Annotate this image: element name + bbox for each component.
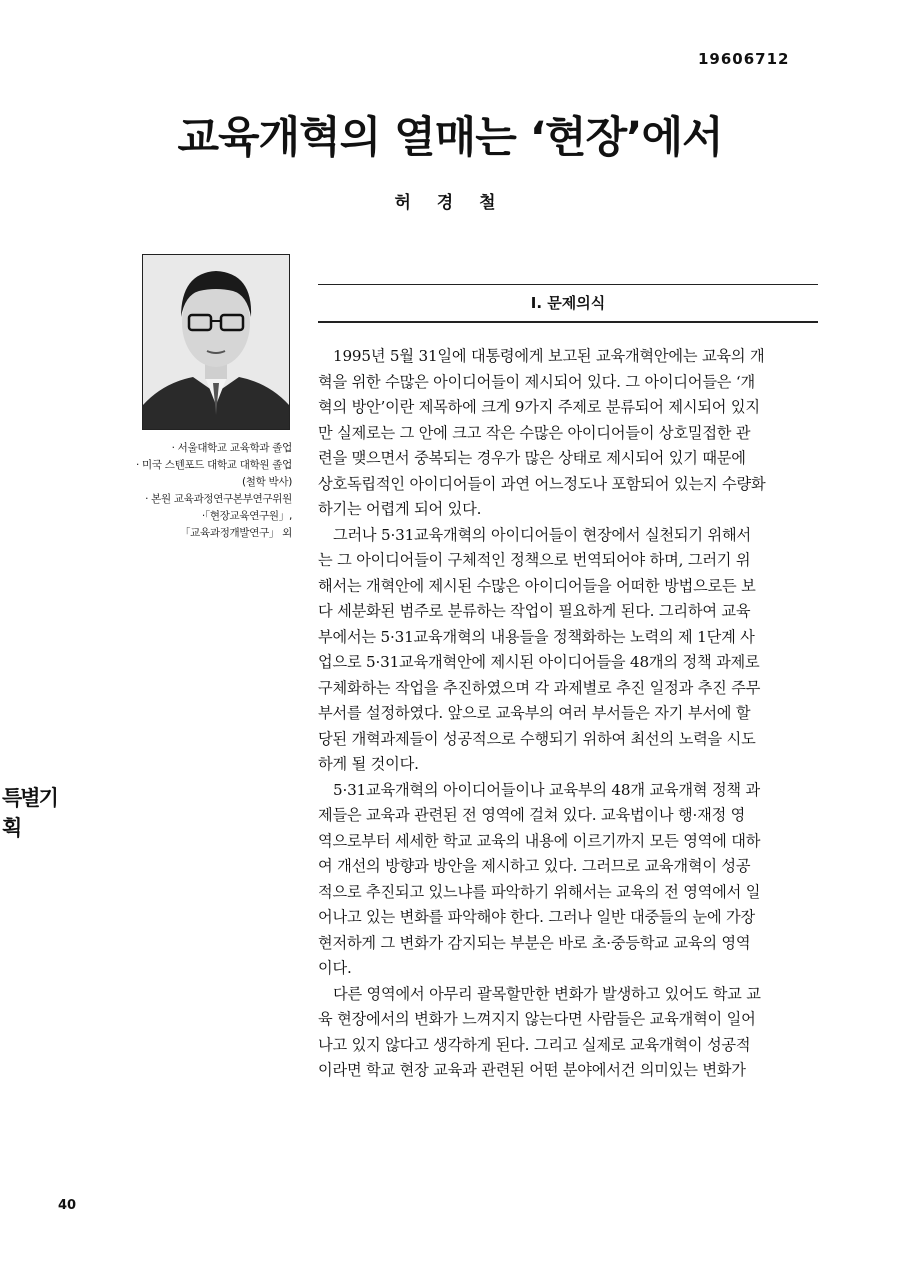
body-line: 육 현장에서의 변화가 느껴지지 않는다면 사람들은 교육개혁이 일어 (318, 1010, 756, 1028)
body-line: 상호독립적인 아이디어들이 과연 어느정도나 포함되어 있는지 수량화 (318, 474, 766, 493)
body-line: 당된 개혁과제들이 성공적으로 수행되기 위하여 최선의 노력을 시도 (318, 729, 756, 748)
body-line: 1995년 5월 31일에 대통령에게 보고된 교육개혁안에는 교육의 개 (318, 347, 765, 365)
body-line: 혁의 방안’이란 제목하에 크게 9가지 주제로 분류되어 제시되어 있지 (318, 398, 760, 416)
side-section-label: 특별기획 (2, 786, 57, 840)
body-line: 다른 영역에서 아무리 괄목할만한 변화가 발생하고 있어도 학교 교 (318, 984, 761, 1003)
bio-line: · 미국 스텐포드 대학교 대학원 졸업 (135, 459, 292, 471)
body-line: 하게 될 것이다. (318, 755, 419, 773)
body-line: 다 세분화된 범주로 분류하는 작업이 필요하게 된다. 그리하여 교육 (318, 602, 751, 620)
section-rule-top (318, 284, 818, 285)
body-line: 5·31교육개혁의 아이디어들이나 교육부의 48개 교육개혁 정책 과 (318, 780, 761, 799)
article-title: 교육개혁의 열매는 ‘현장’에서 (177, 113, 723, 163)
section-heading: Ⅰ. 문제의식 (530, 294, 606, 312)
body-line: 련을 맺으면서 중복되는 경우가 많은 상태로 제시되어 있기 때문에 (318, 449, 746, 467)
body-line: 나고 있지 않다고 생각하게 된다. 그리고 실제로 교육개혁이 성공적 (318, 1035, 751, 1054)
body-line: 이라면 학교 현장 교육과 관련된 어떤 분야에서건 의미있는 변화가 (318, 1061, 746, 1079)
document-id: 19606712 (698, 50, 790, 68)
bio-line: (철학 박사) (241, 476, 292, 488)
page-number: 40 (58, 1198, 77, 1213)
body-line: 부에서는 5·31교육개혁의 내용들을 정책화하는 노력의 제 1단계 사 (318, 627, 755, 646)
body-line: 어나고 있는 변화를 파악해야 한다. 그러나 일반 대중들의 눈에 가장 (318, 908, 755, 926)
article-body (318, 344, 818, 1084)
body-line: 해서는 개혁안에 제시된 수많은 아이디어들을 어떠한 방법으로든 보 (318, 576, 756, 595)
author-bio (100, 440, 292, 542)
body-line: 업으로 5·31교육개혁안에 제시된 아이디어들을 48개의 정책 과제로 (318, 653, 760, 671)
section-rule-bottom (318, 321, 818, 323)
body-line: 여 개선의 방향과 방안을 제시하고 있다. 그러므로 교육개혁이 성공 (318, 857, 751, 875)
body-line: 그러나 5·31교육개혁의 아이디어들이 현장에서 실천되기 위해서 (318, 525, 751, 544)
author-photo (142, 254, 290, 430)
bio-line: 「교육과정개발연구」 외 (179, 527, 292, 539)
body-line: 제들은 교육과 관련된 전 영역에 걸쳐 있다. 교육법이나 행·재정 영 (318, 806, 746, 824)
body-line: 혁을 위한 수많은 아이디어들이 제시되어 있다. 그 아이디어들은 ‘개 (318, 372, 755, 391)
body-line: 구체화하는 작업을 추진하였으며 각 과제별로 추진 일정과 추진 주무 (318, 678, 761, 697)
author-name: 허 경 철 (394, 193, 506, 213)
body-line: 적으로 추진되고 있느냐를 파악하기 위해서는 교육의 전 영역에서 일 (318, 882, 761, 901)
body-line: 부서를 설정하였다. 앞으로 교육부의 여러 부서들은 자기 부서에 할 (318, 704, 751, 722)
body-line: 만 실제로는 그 안에 크고 작은 수많은 아이디어들이 상호밀접한 관 (318, 423, 751, 442)
body-line: 이다. (318, 959, 352, 977)
bio-line: · 서울대학교 교육학과 졸업 (171, 442, 292, 454)
bio-line: · 본원 교육과정연구본부연구위원 (145, 493, 292, 505)
body-line: 하기는 어렵게 되어 있다. (318, 500, 482, 518)
body-line: 역으로부터 세세한 학교 교육의 내용에 이르기까지 모든 영역에 대하 (318, 831, 761, 850)
body-line: 는 그 아이디어들이 구체적인 정책으로 번역되어야 하며, 그러기 위 (318, 551, 751, 569)
body-line: 현저하게 그 변화가 감지되는 부분은 바로 초·중등학교 교육의 영역 (318, 933, 751, 952)
bio-line: ·「현장교육연구원」, (201, 510, 292, 522)
